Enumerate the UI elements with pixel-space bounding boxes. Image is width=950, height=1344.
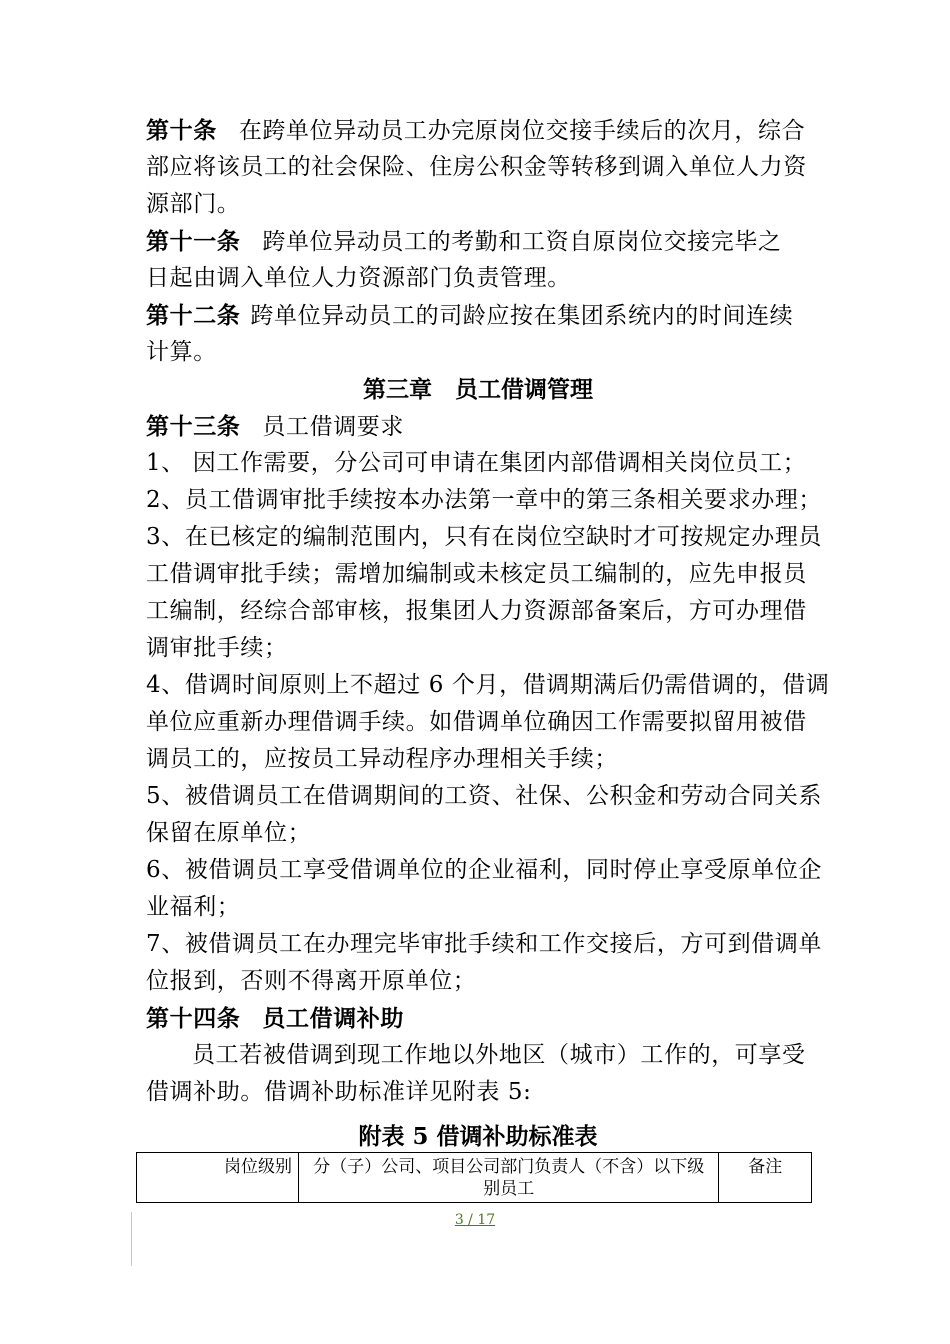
article-10-line-3: 源部门。 xyxy=(146,191,241,217)
article-12-label: 第十二条 xyxy=(146,302,241,329)
page-number[interactable]: 3 / 17 xyxy=(454,1212,496,1228)
table-header-staff xyxy=(299,1153,719,1203)
article-13-item: 6、被借调员工享受借调单位的企业福利，同时停止享受原单位企 xyxy=(146,857,823,883)
article-13-item: 7、被借调员工在办理完毕审批手续和工作交接后，方可到借调单 xyxy=(146,931,823,957)
article-13-item: 调审批手续； xyxy=(146,635,288,661)
article-10-line-2: 部应将该员工的社会保险、住房公积金等转移到调入单位人力资 xyxy=(146,154,807,180)
article-14-line-2: 借调补助。借调补助标准详见附表 5: xyxy=(146,1079,532,1105)
article-14-title: 员工借调补助 xyxy=(262,1005,405,1032)
subsidy-table xyxy=(136,1152,812,1203)
table-header-staff-line-1: 分（子）公司、项目公司部门负责人（不含）以下级 xyxy=(313,1157,705,1177)
chapter-3-title: 第三章 员工借调管理 xyxy=(363,376,593,403)
article-13-item: 工编制，经综合部审核，报集团人力资源部备案后，方可办理借 xyxy=(146,598,807,624)
article-13-item: 调员工的，应按员工异动程序办理相关手续； xyxy=(146,746,618,772)
article-13-item: 保留在原单位； xyxy=(146,820,312,846)
article-14-label: 第十四条 xyxy=(146,1005,241,1032)
article-12-text: 跨单位异动员工的司龄应按在集团系统内的时间连续 xyxy=(250,303,794,329)
table-header-grade: 岗位级别 xyxy=(137,1153,299,1203)
table-caption: 附表 5 借调补助标准表 xyxy=(358,1123,598,1150)
article-13-item: 单位应重新办理借调手续。如借调单位确因工作需要拟留用被借 xyxy=(146,709,807,735)
table-header-remark: 备注 xyxy=(719,1153,812,1203)
article-13-title: 员工借调要求 xyxy=(262,414,405,440)
article-11-line-1 xyxy=(146,223,810,260)
article-13-item: 业福利； xyxy=(146,894,241,920)
article-10-line-1 xyxy=(146,112,810,149)
article-13-item: 3、在已核定的编制范围内，只有在岗位空缺时才可按规定办理员 xyxy=(146,524,823,550)
article-13-item: 4、借调时间原则上不超过 6 个月，借调期满后仍需借调的，借调 xyxy=(146,672,830,698)
article-13-item: 1、 因工作需要，分公司可申请在集团内部借调相关岗位员工； xyxy=(146,450,807,476)
article-11-line-2: 日起由调入单位人力资源部门负责管理。 xyxy=(146,265,571,291)
table-row xyxy=(137,1153,812,1203)
article-11-text: 跨单位异动员工的考勤和工资自原岗位交接完毕之 xyxy=(262,229,782,255)
article-10-label: 第十条 xyxy=(146,117,217,144)
document-body xyxy=(146,112,830,1155)
article-13-item: 位报到，否则不得离开原单位； xyxy=(146,968,477,994)
article-14-heading xyxy=(146,1000,810,1037)
article-12-line-1 xyxy=(146,297,810,334)
article-10-text: 在跨单位异动员工办完原岗位交接手续后的次月，综合 xyxy=(238,118,806,144)
article-13-label: 第十三条 xyxy=(146,413,241,440)
article-13-item: 2、员工借调审批手续按本办法第一章中的第三条相关要求办理； xyxy=(146,487,823,513)
article-14-line-1: 员工若被借调到现工作地以外地区（城市）工作的，可享受 xyxy=(192,1042,806,1068)
article-11-label: 第十一条 xyxy=(146,228,241,255)
article-13-item: 5、被借调员工在借调期间的工资、社保、公积金和劳动合同关系 xyxy=(146,783,823,809)
table-header-staff-line-2: 别员工 xyxy=(483,1179,535,1199)
article-13-heading xyxy=(146,408,810,445)
article-12-line-2: 计算。 xyxy=(146,339,217,365)
article-13-item: 工借调审批手续；需增加编制或未核定员工编制的，应先申报员 xyxy=(146,561,807,587)
